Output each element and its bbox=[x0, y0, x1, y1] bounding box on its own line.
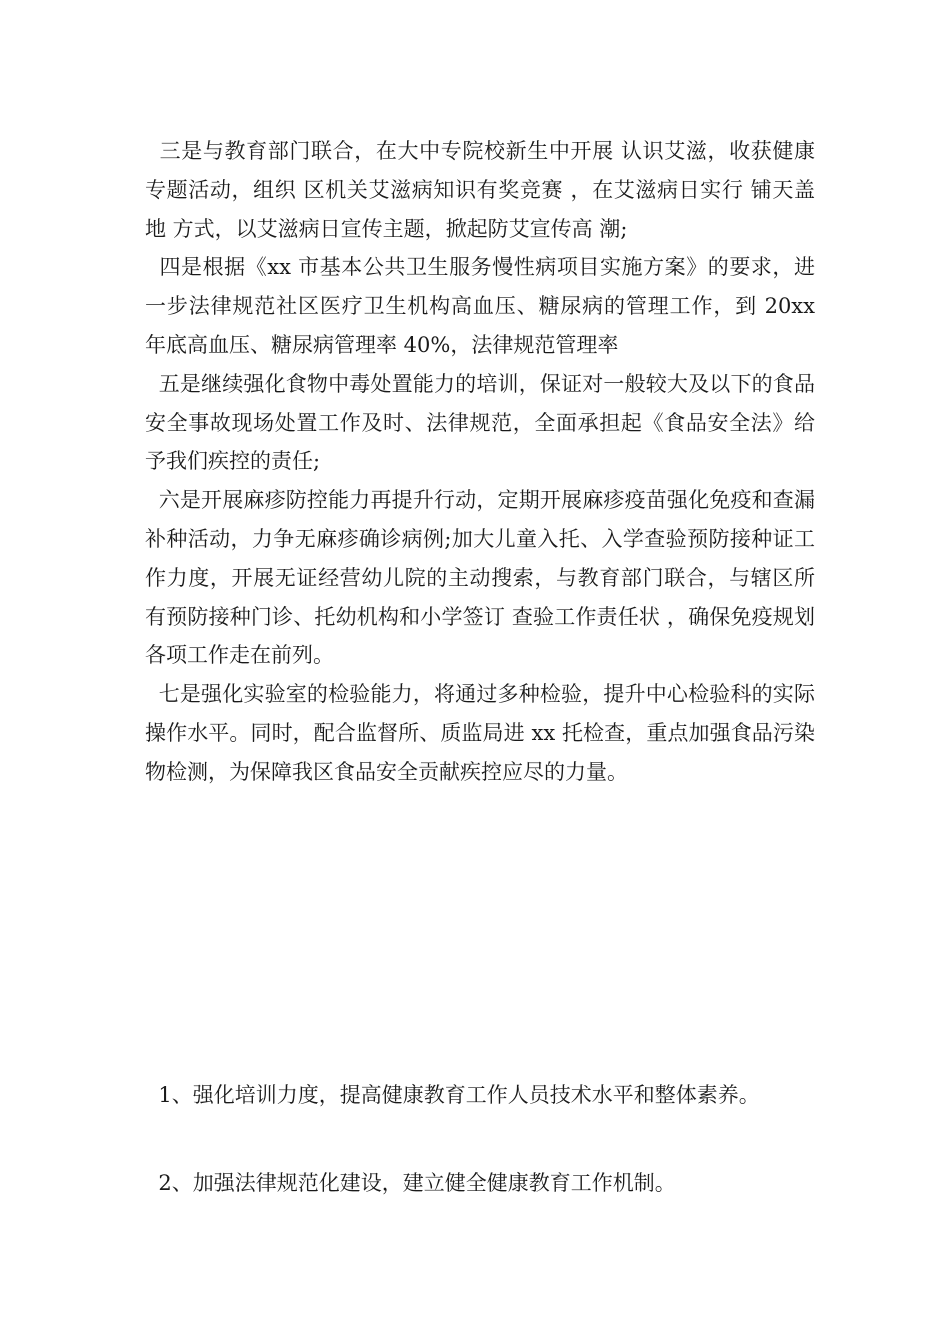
paragraph-seven: 七是强化实验室的检验能力，将通过多种检验，提升中心检验科的实际操作水平。同时，配合监督所、质监局进 xx 托检查，重点加强食品污染物检测，为保障我区食品安全贡献疾控应尽的力量。 bbox=[145, 682, 815, 784]
paragraph-four: 四是根据《xx 市基本公共卫生服务慢性病项目实施方案》的要求，进一步法律规范社区医疗卫生机构高血压、糖尿病的管理工作，到 20xx 年底高血压、糖尿病管理率 40%，法律规范管理率 bbox=[145, 255, 822, 357]
document-body bbox=[145, 132, 822, 792]
list-item-2: 2、加强法律规范化建设，建立健全健康教育工作机制。 bbox=[145, 1171, 676, 1195]
paragraph-five: 五是继续强化食物中毒处置能力的培训，保证对一般较大及以下的食品安全事故现场处置工作及时、法律规范，全面承担起《食品安全法》给予我们疾控的责任; bbox=[145, 371, 815, 474]
paragraph-six: 六是开展麻疹防控能力再提升行动，定期开展麻疹疫苗强化免疫和查漏补种活动，力争无麻疹确诊病例;加大儿童入托、入学查验预防接种证工作力度，开展无证经营幼儿院的主动搜索，与教育部门联合，与辖区所有预防接种门诊、托幼机构和小学签订 查验工作责任状 ，确保免疫规划各项工作走在前列。 bbox=[145, 488, 815, 668]
list-item-1: 1、强化培训力度，提高健康教育工作人员技术水平和整体素养。 bbox=[145, 1083, 760, 1107]
paragraph-three: 三是与教育部门联合，在大中专院校新生中开展 认识艾滋，收获健康 专题活动，组织 区机关艾滋病知识有奖竞赛 ，在艾滋病日实行 铺天盖地 方式，以艾滋病日宣传主题，掀起防艾宣传高 潮; bbox=[145, 139, 822, 241]
